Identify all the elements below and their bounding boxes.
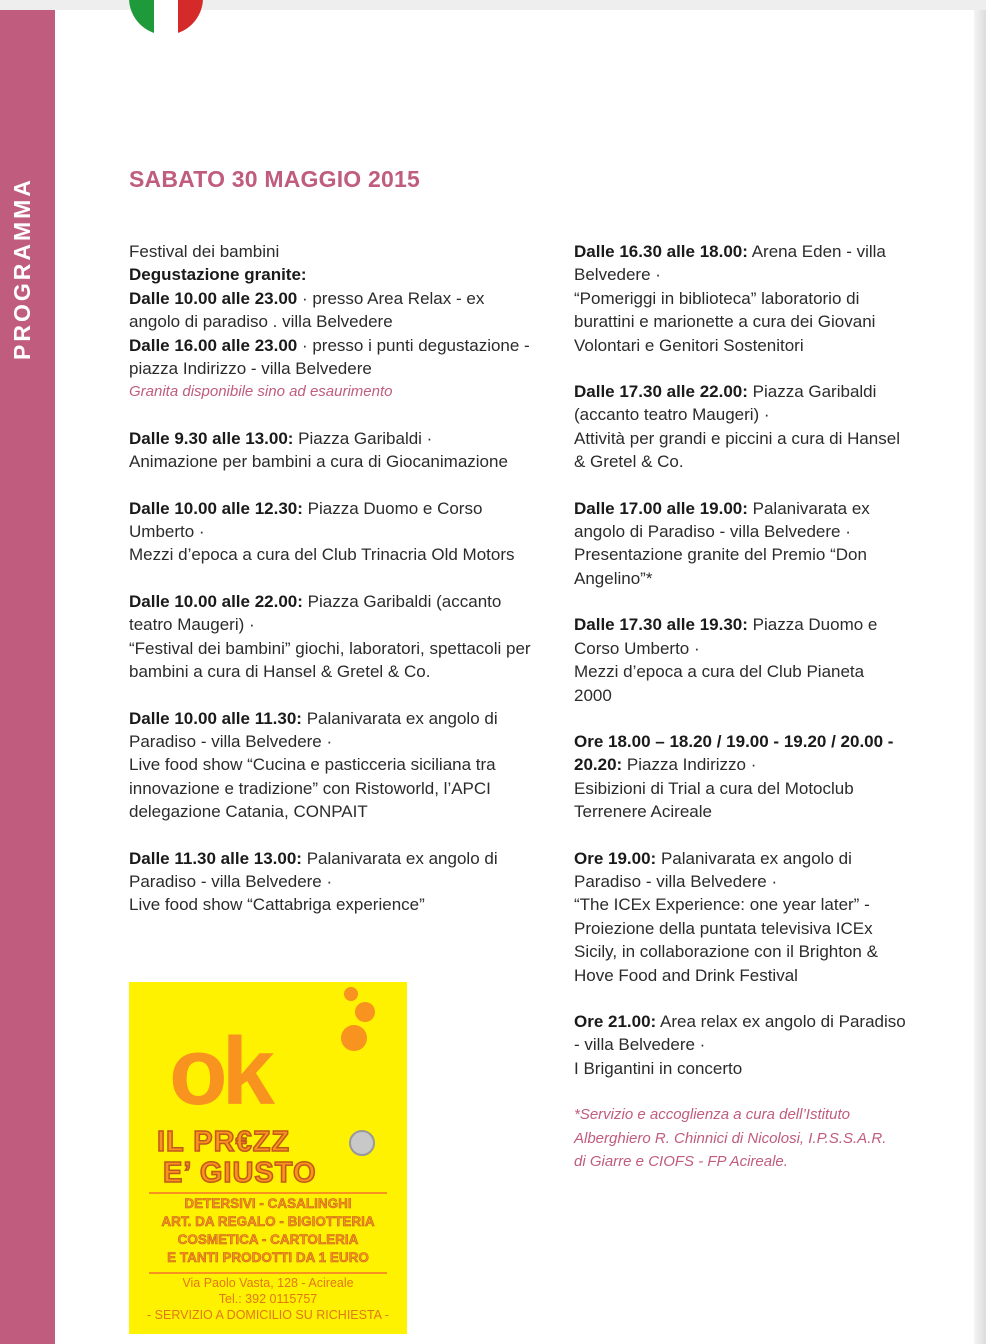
event-line [129, 287, 559, 310]
event-line: Angelino”* [574, 568, 653, 588]
coin-icon [349, 1130, 375, 1156]
event-time: Dalle 17.30 alle 22.00: [574, 382, 748, 402]
footnote-line: Alberghiero R. Chinnici di Nicolosi, I.P.S.S.A.R. [574, 1129, 887, 1147]
ad-item: COSMETICA - CARTOLERIA [177, 1232, 359, 1247]
event-line: bambini a cura di Hansel & Gretel & Co. [129, 662, 431, 682]
ad-divider [149, 1192, 387, 1194]
event-line: innovazione e tradizione” con Ristoworld, l’APCI [129, 778, 491, 798]
event-line [129, 334, 559, 357]
event-line: angolo di Paradiso - villa Belvedere · [574, 522, 851, 542]
event-line [129, 590, 559, 613]
ad-divider [149, 1272, 387, 1274]
event-place: Palanivarata ex angolo di [656, 848, 852, 868]
event-line: (accanto teatro Maugeri) · [574, 405, 770, 425]
event-line: piazza Indirizzo - villa Belvedere [129, 359, 372, 379]
event-line: Proiezione della puntata televisiva ICEx [574, 918, 873, 938]
event-line: “Festival dei bambini” giochi, laboratori, spettacoli per [129, 638, 531, 658]
event-time: Dalle 17.30 alle 19.30: [574, 615, 748, 635]
event-line: Umberto · [129, 522, 205, 542]
event-place: Palanivarata ex angolo di [301, 848, 498, 868]
event-line [574, 730, 929, 753]
footnote-line: di Giarre e CIOFS - FP Acireale. [574, 1153, 788, 1170]
event-line: “Pomeriggi in biblioteca” laboratorio di [574, 288, 860, 308]
event-line [574, 753, 929, 776]
event-line: Live food show “Cattabriga experience” [129, 895, 425, 915]
event-line: Animazione per bambini a cura di Giocanimazione [129, 452, 508, 472]
event-place: Palanivarata ex [747, 498, 870, 518]
event-line: Paradiso - villa Belvedere · [129, 731, 333, 751]
event-line: Sicily, in collaborazione con il Brighton & [574, 942, 878, 962]
page-edge [974, 10, 986, 1344]
event-block [574, 847, 929, 987]
event-line: Attività per grandi e piccini a cura di Hansel [574, 428, 900, 448]
event-place: Piazza Indirizzo · [622, 755, 757, 775]
event-time: Dalle 10.00 alle 11.30: [129, 708, 302, 728]
event-line: Volontari e Genitori Sostenitori [574, 335, 804, 355]
ad-item: DETERSIVI - CASALINGHI [184, 1196, 352, 1211]
event-line [574, 613, 929, 636]
event-block [574, 730, 929, 824]
event-block [129, 497, 559, 567]
event-block [129, 707, 559, 824]
ad-address: Via Paolo Vasta, 128 - Acireale [182, 1276, 354, 1290]
event-block [574, 613, 929, 707]
event-time: Dalle 16.00 alle 23.00 [129, 335, 298, 355]
event-line: Hove Food and Drink Festival [574, 965, 798, 985]
event-time: 20.20: [574, 755, 623, 775]
event-place: Arena Eden - villa [747, 242, 886, 261]
event-line [129, 847, 559, 870]
event-line [574, 847, 929, 870]
event-line: & Gretel & Co. [574, 452, 684, 472]
event-block [129, 590, 559, 684]
bubble-icon [355, 1002, 375, 1022]
left-column [129, 240, 559, 940]
event-block [574, 240, 929, 357]
event-block [574, 1010, 929, 1080]
event-time: Dalle 10.00 alle 12.30: [129, 498, 303, 518]
ad-logo: ok [169, 1018, 270, 1125]
event-block [574, 380, 929, 474]
event-block [574, 497, 929, 591]
event-time: Ore 18.00 – 18.20 / 19.00 - 19.20 / 20.00 - [574, 731, 894, 751]
event-line [129, 497, 559, 520]
event-time: Dalle 9.30 alle 13.00: [129, 428, 294, 448]
event-line: Esibizioni di Trial a cura del Motoclub [574, 778, 854, 798]
event-block [129, 240, 559, 404]
ad-item: E TANTI PRODOTTI DA 1 EURO [167, 1250, 369, 1265]
event-place: Palanivarata ex angolo di [301, 708, 498, 728]
event-line: I Brigantini in concerto [574, 1058, 743, 1078]
event-note: Granita disponibile sino ad esaurimento [129, 383, 393, 401]
event-place: Piazza Garibaldi (accanto [302, 591, 502, 611]
event-time: Dalle 16.30 alle 18.00: [574, 242, 748, 261]
event-line: angolo di paradiso . villa Belvedere [129, 312, 393, 332]
sidebar [0, 10, 55, 1344]
event-time: Dalle 10.00 alle 23.00 [129, 288, 298, 308]
ad-slogan-line2: E’ GIUSTO [163, 1157, 317, 1189]
event-place: · presso Area Relax - ex [297, 288, 485, 308]
event-time: Degustazione granite: [129, 265, 307, 285]
event-line: Belvedere · [574, 265, 661, 285]
advertisement [129, 982, 407, 1334]
event-line: Festival dei bambini [129, 242, 280, 261]
event-time: Dalle 17.00 alle 19.00: [574, 498, 748, 518]
event-line: Corso Umberto · [574, 638, 700, 658]
bubble-icon [344, 987, 358, 1001]
event-block [129, 427, 559, 474]
event-time: Ore 21.00: [574, 1011, 657, 1031]
event-line: Terrenere Acireale [574, 802, 712, 822]
event-time: Dalle 10.00 alle 22.00: [129, 591, 303, 611]
ad-phone: Tel.: 392 0115757 [218, 1292, 318, 1306]
ad-item: ART. DA REGALO - BIGIOTTERIA [161, 1214, 375, 1229]
ad-service: - SERVIZIO A DOMICILIO SU RICHIESTA - [147, 1308, 389, 1322]
event-line: - villa Belvedere · [574, 1035, 706, 1055]
event-line: Mezzi d’epoca a cura del Club Trinacria Old Motors [129, 545, 515, 565]
event-line: burattini e marionette a cura dei Giovani [574, 312, 876, 332]
right-column [574, 240, 929, 1173]
bubble-icon [341, 1025, 367, 1051]
event-place: Area relax ex angolo di Paradiso [656, 1011, 906, 1031]
event-place: Piazza Garibaldi [747, 382, 877, 402]
event-line: teatro Maugeri) · [129, 615, 255, 635]
ad-slogan-line1: IL PR€ZZ [157, 1126, 291, 1158]
event-line [574, 240, 929, 263]
event-time: Dalle 11.30 alle 13.00: [129, 848, 302, 868]
event-line: “The ICEx Experience: one year later” - [574, 895, 870, 915]
event-line: Live food show “Cucina e pasticceria siciliana tra [129, 755, 496, 775]
event-place: Piazza Duomo e Corso [302, 498, 483, 518]
event-line [129, 427, 559, 450]
event-time: Ore 19.00: [574, 848, 657, 868]
event-line: 2000 [574, 685, 612, 705]
event-block [129, 847, 559, 917]
event-place: · presso i punti degustazione - [297, 335, 530, 355]
footnote [574, 1103, 929, 1173]
sidebar-label: PROGRAMMA [9, 177, 35, 360]
event-place: Piazza Duomo e [747, 615, 878, 635]
event-line: Paradiso - villa Belvedere · [574, 871, 778, 891]
event-line [574, 380, 929, 403]
event-line: delegazione Catania, CONPAIT [129, 802, 368, 822]
event-heading [129, 263, 559, 286]
event-line [574, 1010, 929, 1033]
event-place: Piazza Garibaldi · [293, 428, 433, 448]
event-line [129, 707, 559, 730]
event-line: Presentazione granite del Premio “Don [574, 545, 867, 565]
event-line: Mezzi d’epoca a cura del Club Pianeta [574, 662, 865, 682]
italian-flag-icon [129, 0, 203, 46]
event-line: Paradiso - villa Belvedere · [129, 871, 333, 891]
event-line [574, 497, 929, 520]
page-title: SABATO 30 MAGGIO 2015 [129, 166, 420, 192]
footnote-line: *Servizio e accoglienza a cura dell’Istituto [574, 1106, 850, 1124]
